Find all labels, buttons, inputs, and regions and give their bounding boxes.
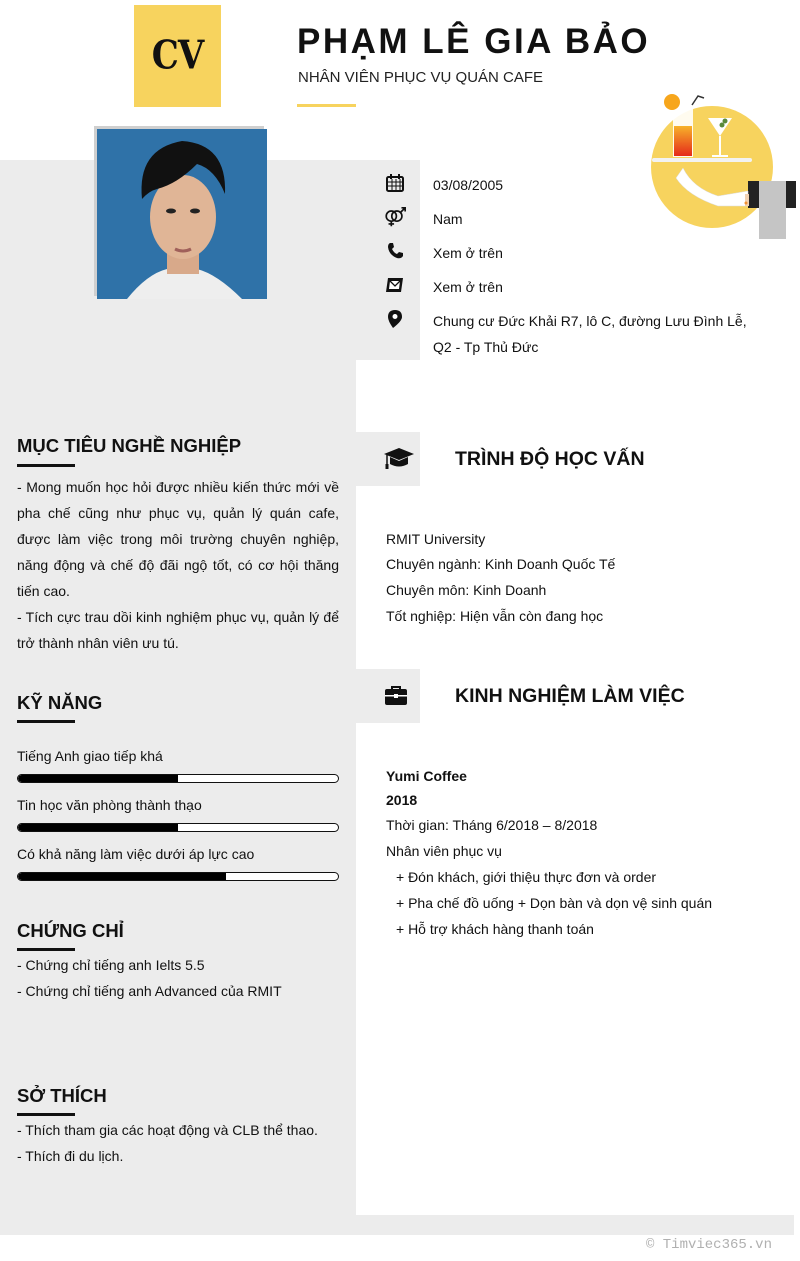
- cv-logo: [134, 5, 221, 107]
- experience-position: Nhân viên phục vụ: [386, 843, 502, 859]
- experience-period: Thời gian: Tháng 6/2018 – 8/2018: [386, 817, 598, 833]
- experience-company: Yumi Coffee: [386, 768, 467, 784]
- contact-phone: [383, 240, 503, 262]
- skill-label: Tiếng Anh giao tiếp khá: [17, 748, 163, 764]
- certificate-item: - Chứng chỉ tiếng anh Ielts 5.5: [17, 957, 205, 973]
- skills-heading: KỸ NĂNG: [17, 692, 103, 713]
- title-underline: [297, 104, 356, 107]
- hobby-item: - Thích tham gia các hoạt động và CLB thể thao.: [17, 1122, 318, 1138]
- contact-email: [383, 274, 503, 296]
- graduation-cap-icon: [383, 447, 415, 476]
- contact-gender-value: Nam: [433, 211, 463, 227]
- experience-duty: + Hỗ trợ khách hàng thanh toán: [396, 921, 594, 937]
- phone-icon: [383, 240, 407, 262]
- contact-gender: [383, 206, 463, 228]
- contact-birthdate: [383, 172, 504, 194]
- hobbies-heading: SỞ THÍCH: [17, 1085, 107, 1106]
- skill-bar-fill: [18, 873, 226, 880]
- contact-email-value: Xem ở trên: [433, 279, 503, 295]
- objective-paragraph-1: - Mong muốn học hỏi được nhiều kiến thức mới về pha chế cũng như phục vụ, quản lý quán cafe, được làm việc trong môi trường chuyên nghiệp, năng động và chế độ đãi ngộ tốt, có cơ hội thăng tiến cao.: [17, 479, 339, 599]
- skill-label: Tin học văn phòng thành thạo: [17, 797, 202, 813]
- avatar: [97, 129, 267, 299]
- education-graduation: Tốt nghiệp: Hiện vẫn còn đang học: [386, 608, 604, 624]
- education-major: Chuyên ngành: Kinh Doanh Quốc Tế: [386, 556, 616, 572]
- hobbies-heading-rule: [17, 1113, 75, 1116]
- experience-heading: KINH NGHIỆM LÀM VIỆC: [455, 685, 685, 707]
- objective-heading-rule: [17, 464, 75, 467]
- certificate-item: - Chứng chỉ tiếng anh Advanced của RMIT: [17, 983, 282, 999]
- footer-watermark: © Timviec365.vn: [645, 1237, 772, 1253]
- hobby-item: - Thích đi du lịch.: [17, 1148, 124, 1164]
- experience-duty: + Đón khách, giới thiệu thực đơn và order: [396, 869, 657, 885]
- skill-bar: [17, 774, 339, 783]
- contact-birthdate-value: 03/08/2005: [433, 177, 504, 193]
- contact-address: [383, 308, 747, 355]
- objective-paragraph-2: - Tích cực trau dồi kinh nghiệm phục vụ, quản lý để trở thành nhân viên ưu tú.: [17, 609, 339, 651]
- experience-duty: + Pha chế đồ uống + Dọn bàn và dọn vệ sinh quán: [396, 895, 713, 911]
- skill-bar: [17, 872, 339, 881]
- contact-phone-value: Xem ở trên: [433, 245, 503, 261]
- skill-label: Có khả năng làm việc dưới áp lực cao: [17, 846, 255, 862]
- education-school: RMIT University: [386, 531, 486, 547]
- skill-bar-fill: [18, 775, 178, 782]
- certificates-heading-rule: [17, 948, 75, 951]
- map-marker-icon: [383, 308, 407, 330]
- cv-logo-text: CV: [151, 33, 204, 79]
- briefcase-icon: [384, 685, 408, 712]
- envelope-icon: [383, 274, 407, 296]
- objective-heading: MỤC TIÊU NGHỀ NGHIỆP: [17, 435, 242, 456]
- experience-year: 2018: [386, 792, 418, 808]
- skill-bar-fill: [18, 824, 178, 831]
- education-heading: TRÌNH ĐỘ HỌC VẤN: [455, 448, 645, 470]
- gender-icon: [383, 206, 407, 228]
- skill-bar: [17, 823, 339, 832]
- certificates-heading: CHỨNG CHỈ: [17, 920, 124, 941]
- job-title: NHÂN VIÊN PHỤC VỤ QUÁN CAFE: [298, 69, 544, 86]
- candidate-name: PHẠM LÊ GIA BẢO: [297, 22, 651, 61]
- education-specialty: Chuyên môn: Kinh Doanh: [386, 582, 547, 598]
- contact-address-value: Chung cư Đức Khải R7, lô C, đường Lưu Đình Lễ, Q2 - Tp Thủ Đức: [433, 313, 747, 355]
- calendar-icon: [383, 172, 407, 194]
- skills-heading-rule: [17, 720, 75, 723]
